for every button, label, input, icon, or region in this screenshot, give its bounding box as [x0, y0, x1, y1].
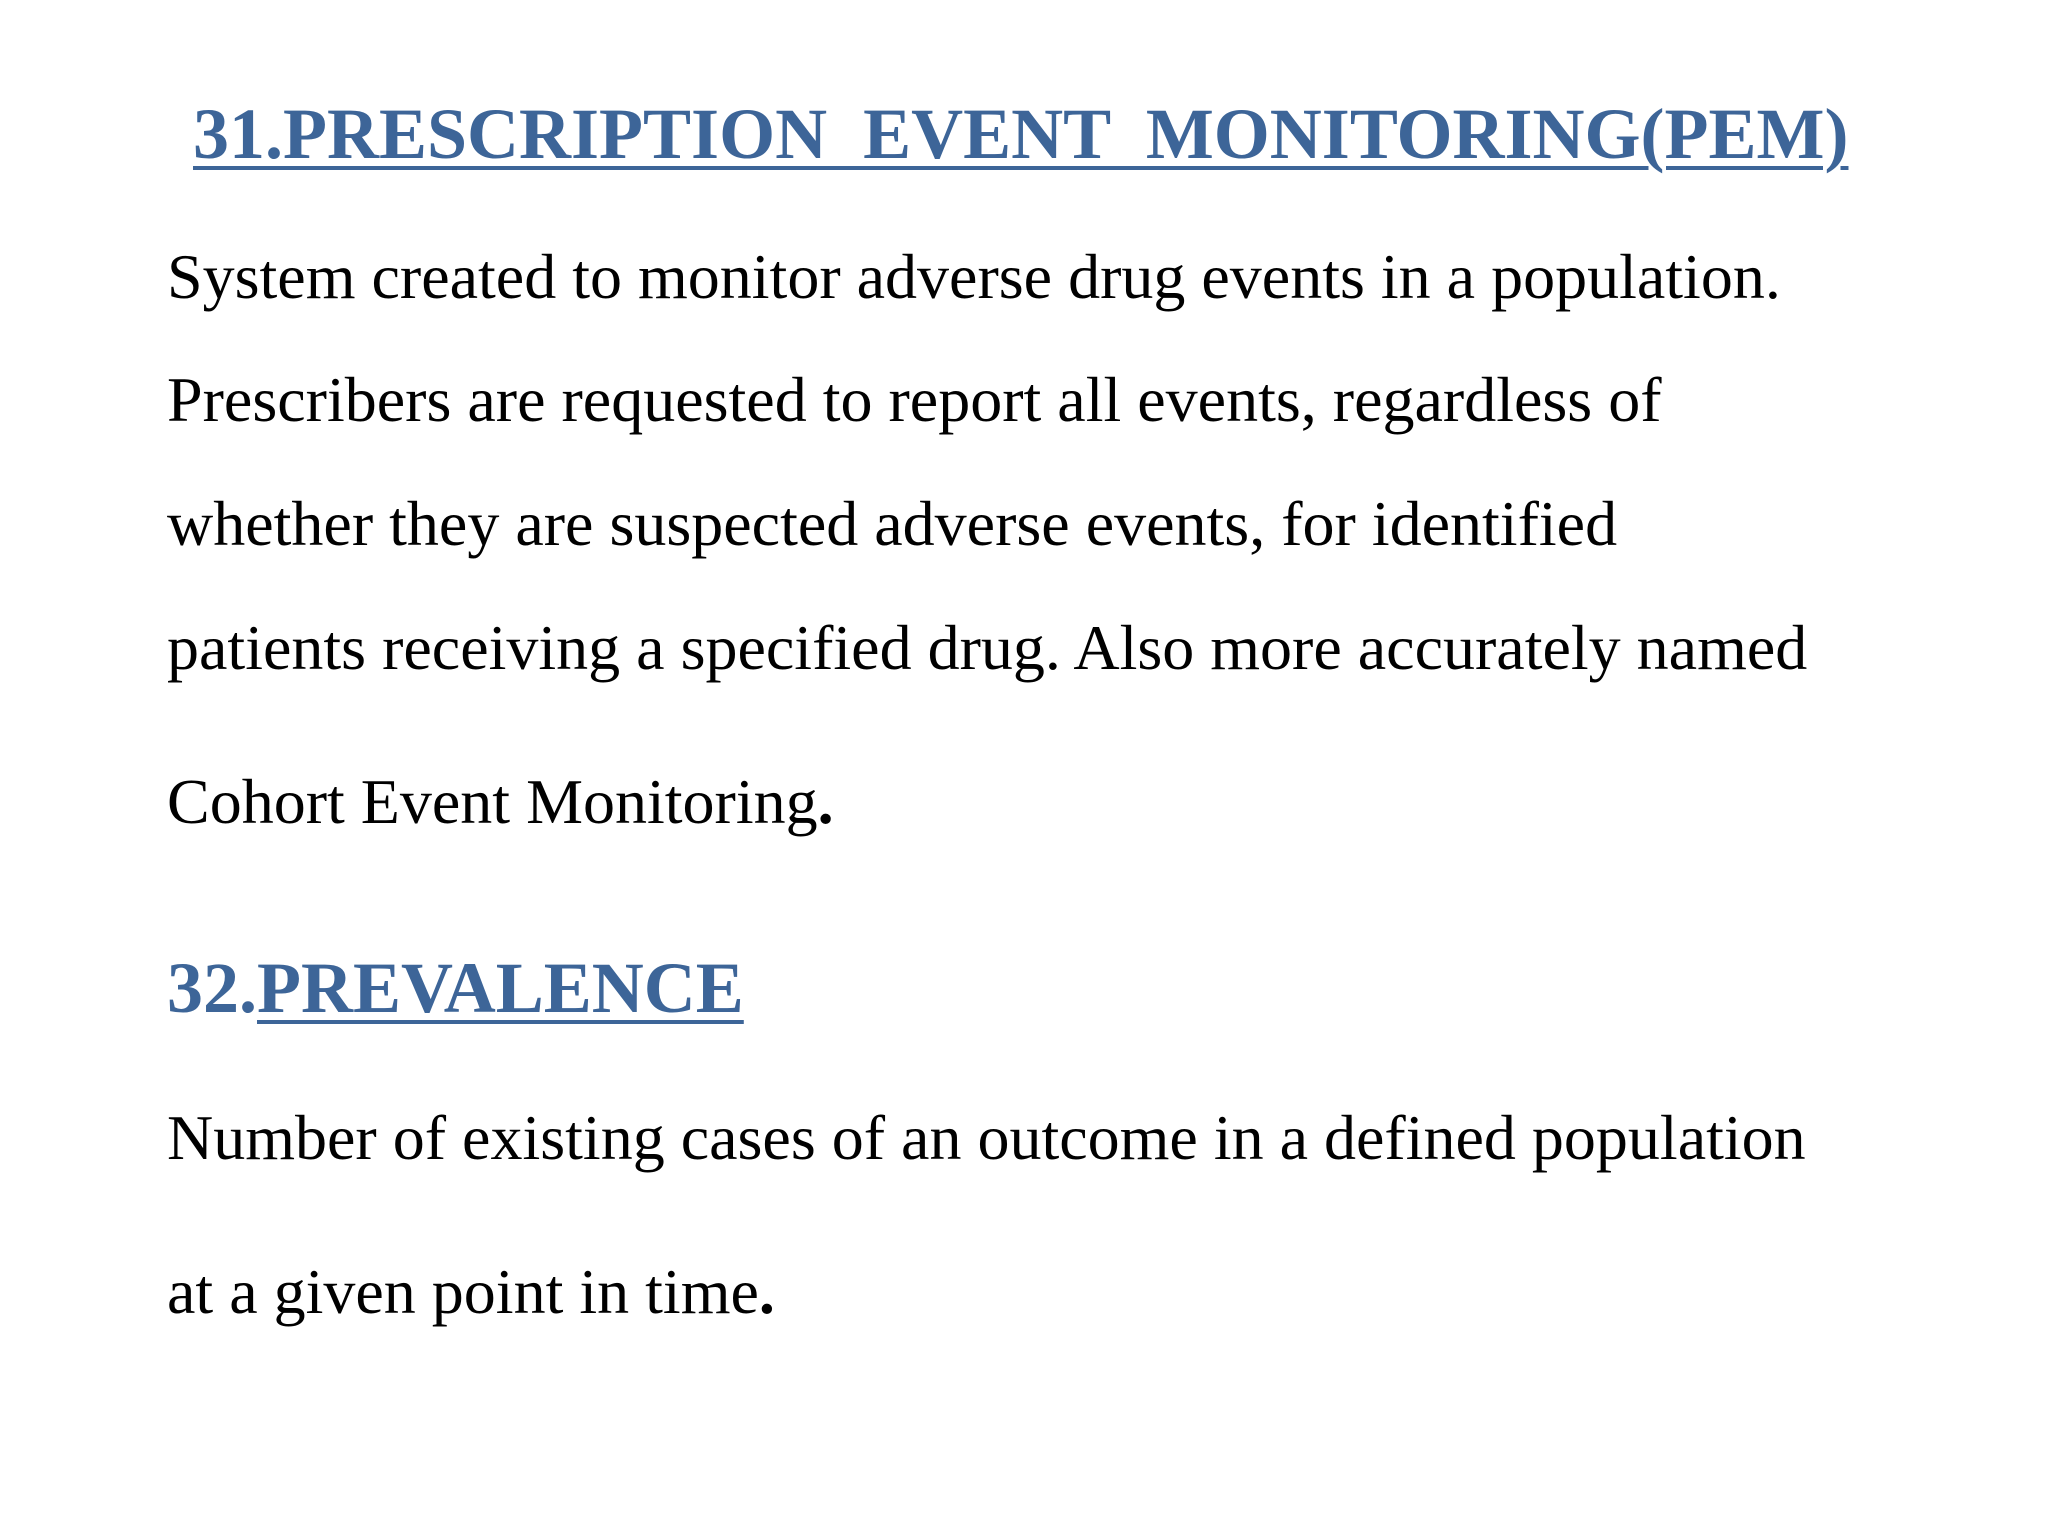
- section-31-line-2: Prescribers are requested to report all events, regardless of: [167, 364, 1662, 435]
- section-31-line-1: System created to monitor adverse drug events in a population.: [167, 241, 1781, 312]
- section-32-line-1: Number of existing cases of an outcome in a defined population: [167, 1102, 1806, 1173]
- section-31-heading: [193, 94, 1849, 174]
- section-31-end-mark: .: [817, 766, 834, 837]
- section-31-line-5-text: Cohort Event Monitoring: [167, 766, 818, 837]
- section-32-heading-text: PREVALENCE: [257, 948, 744, 1028]
- section-31-line-3: whether they are suspected adverse events, for identified: [167, 488, 1618, 559]
- section-31-line-5: [167, 766, 834, 837]
- section-31-line-4: patients receiving a specified drug. Also more accurately named: [167, 612, 1808, 683]
- section-32-heading: [167, 948, 744, 1028]
- section-32-line-2-text: at a given point in time: [167, 1256, 759, 1327]
- section-32-end-mark: .: [758, 1256, 775, 1327]
- section-32-line-2: [167, 1256, 775, 1327]
- section-31-heading-text: 31.PRESCRIPTION EVENT MONITORING(PEM): [193, 94, 1849, 174]
- section-32-number: 32.: [167, 948, 257, 1028]
